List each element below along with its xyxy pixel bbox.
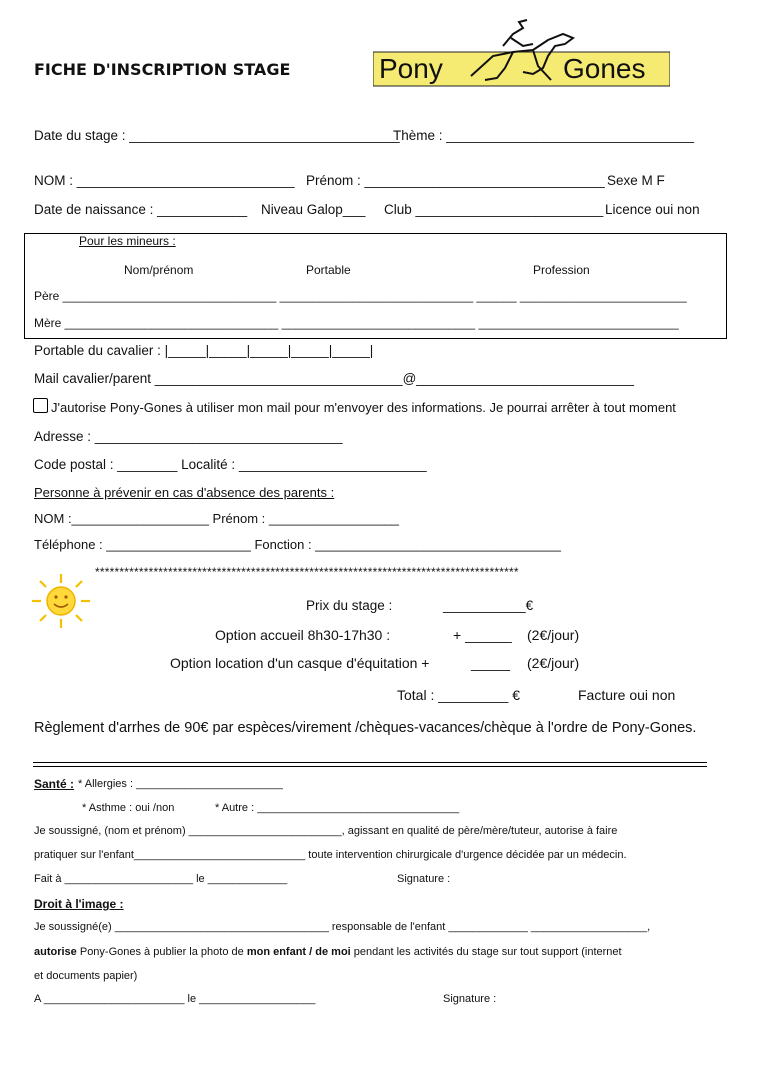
telephone-field[interactable]: Téléphone : ____________________ Fonction : __________________________________ (34, 537, 562, 552)
pony-gones-logo (373, 16, 670, 90)
casque-label: Option location d'un casque d'équitation + (170, 655, 430, 671)
image-rights-line-2 (34, 946, 622, 958)
sante-signature[interactable]: Signature : (397, 873, 451, 885)
code-postal-field[interactable]: Code postal : ________ Localité : _________________________ (34, 457, 427, 472)
portable-cavalier-field[interactable]: Portable du cavalier : |_____|_____|_____|_____|_____| (34, 343, 374, 358)
adresse-field[interactable]: Adresse : _________________________________ (34, 429, 343, 444)
image-rights-line-1[interactable]: Je soussigné(e) ___________________________________ responsable de l'enfant _____________ ___________________, (34, 921, 651, 933)
autorise-word: autorise (34, 946, 77, 958)
niveau-galop-field[interactable]: Niveau Galop___ (261, 202, 366, 217)
accueil-field[interactable]: + ______ (453, 627, 512, 643)
theme-field[interactable]: Thème : _________________________________ (393, 128, 695, 143)
consent-checkbox[interactable] (33, 398, 48, 413)
casque-field[interactable]: _____ (471, 655, 510, 671)
sexe-field[interactable]: Sexe M F (607, 173, 665, 188)
col-portable: Portable (306, 263, 351, 277)
accueil-rate: (2€/jour) (527, 627, 580, 643)
a-le-field[interactable]: A _______________________ le ___________________ (34, 993, 316, 1005)
total-field[interactable]: Total : _________ € (397, 687, 520, 703)
date-naissance-field[interactable]: Date de naissance : ____________ (34, 202, 248, 217)
pere-row[interactable]: Père ________________________________ _____________________________ ______ _________________________ (34, 289, 687, 303)
rest-text: pendant les activités du stage sur tout support (internet (350, 946, 622, 958)
divider-2 (33, 766, 707, 767)
option-slash: / (306, 946, 316, 958)
prix-label: Prix du stage : (306, 598, 393, 613)
logo-text-right: Gones (563, 53, 646, 84)
casque-rate: (2€/jour) (527, 655, 580, 671)
image-rights-signature[interactable]: Signature : (443, 993, 497, 1005)
de-moi-option[interactable]: de moi (315, 946, 351, 958)
mail-field[interactable]: Mail cavalier/parent _________________________________@_____________________________ (34, 371, 635, 386)
autorise-text: Pony-Gones à publier la photo de (76, 946, 247, 958)
sun-icon (28, 570, 94, 632)
col-nom-prenom: Nom/prénom (124, 263, 194, 277)
fait-a-field[interactable]: Fait à _____________________ le _____________ (34, 873, 288, 885)
autre-field[interactable]: * Autre : _________________________________ (215, 802, 460, 814)
divider-1 (33, 762, 707, 763)
logo-text-left: Pony (379, 53, 443, 84)
prix-field[interactable]: ___________€ (443, 598, 534, 613)
nom-field[interactable]: NOM : _____________________________ (34, 173, 295, 188)
facture-field[interactable]: Facture oui non (578, 687, 676, 703)
licence-field[interactable]: Licence oui non (605, 202, 700, 217)
urgence-nom-field[interactable]: NOM :___________________ Prénom : __________________ (34, 511, 400, 526)
mon-enfant-option[interactable]: mon enfant (246, 946, 307, 958)
allergies-field[interactable]: * Allergies : ________________________ (78, 778, 283, 790)
club-field[interactable]: Club _________________________ (384, 202, 604, 217)
urgence-heading: Personne à prévenir en cas d'absence des parents : (34, 485, 335, 500)
sante-line-1[interactable]: Je soussigné, (nom et prénom) _________________________, agissant en qualité de père/mère/tuteur, autorise à faire (34, 825, 618, 837)
accueil-label: Option accueil 8h30-17h30 : (215, 627, 391, 643)
minors-heading: Pour les mineurs : (79, 234, 176, 248)
col-profession: Profession (533, 263, 590, 277)
stars-separator: *************************************************************************************** (95, 565, 519, 579)
date-stage-field[interactable]: Date du stage : ____________________________________ (34, 128, 400, 143)
consent-label: J'autorise Pony-Gones à utiliser mon mail pour m'envoyer des informations. Je pourrai arrêter à tout moment (51, 400, 676, 415)
sante-heading: Santé : (34, 777, 75, 791)
prenom-field[interactable]: Prénom : ________________________________ (306, 173, 605, 188)
image-rights-heading: Droit à l'image : (34, 897, 124, 911)
page-title: FICHE D'INSCRIPTION STAGE (34, 60, 291, 79)
image-rights-line-3: et documents papier) (34, 970, 138, 982)
asthme-field[interactable]: * Asthme : oui /non (82, 802, 175, 814)
mere-row[interactable]: Mère ________________________________ _____________________________ ______________________________ (34, 316, 679, 330)
reglement-text: Règlement d'arrhes de 90€ par espèces/virement /chèques-vacances/chèque à l'ordre de Pony-Gones. (34, 720, 697, 736)
sante-line-2[interactable]: pratiquer sur l'enfant____________________________ toute intervention chirurgicale d'urgence décidée par un médecin. (34, 849, 627, 861)
